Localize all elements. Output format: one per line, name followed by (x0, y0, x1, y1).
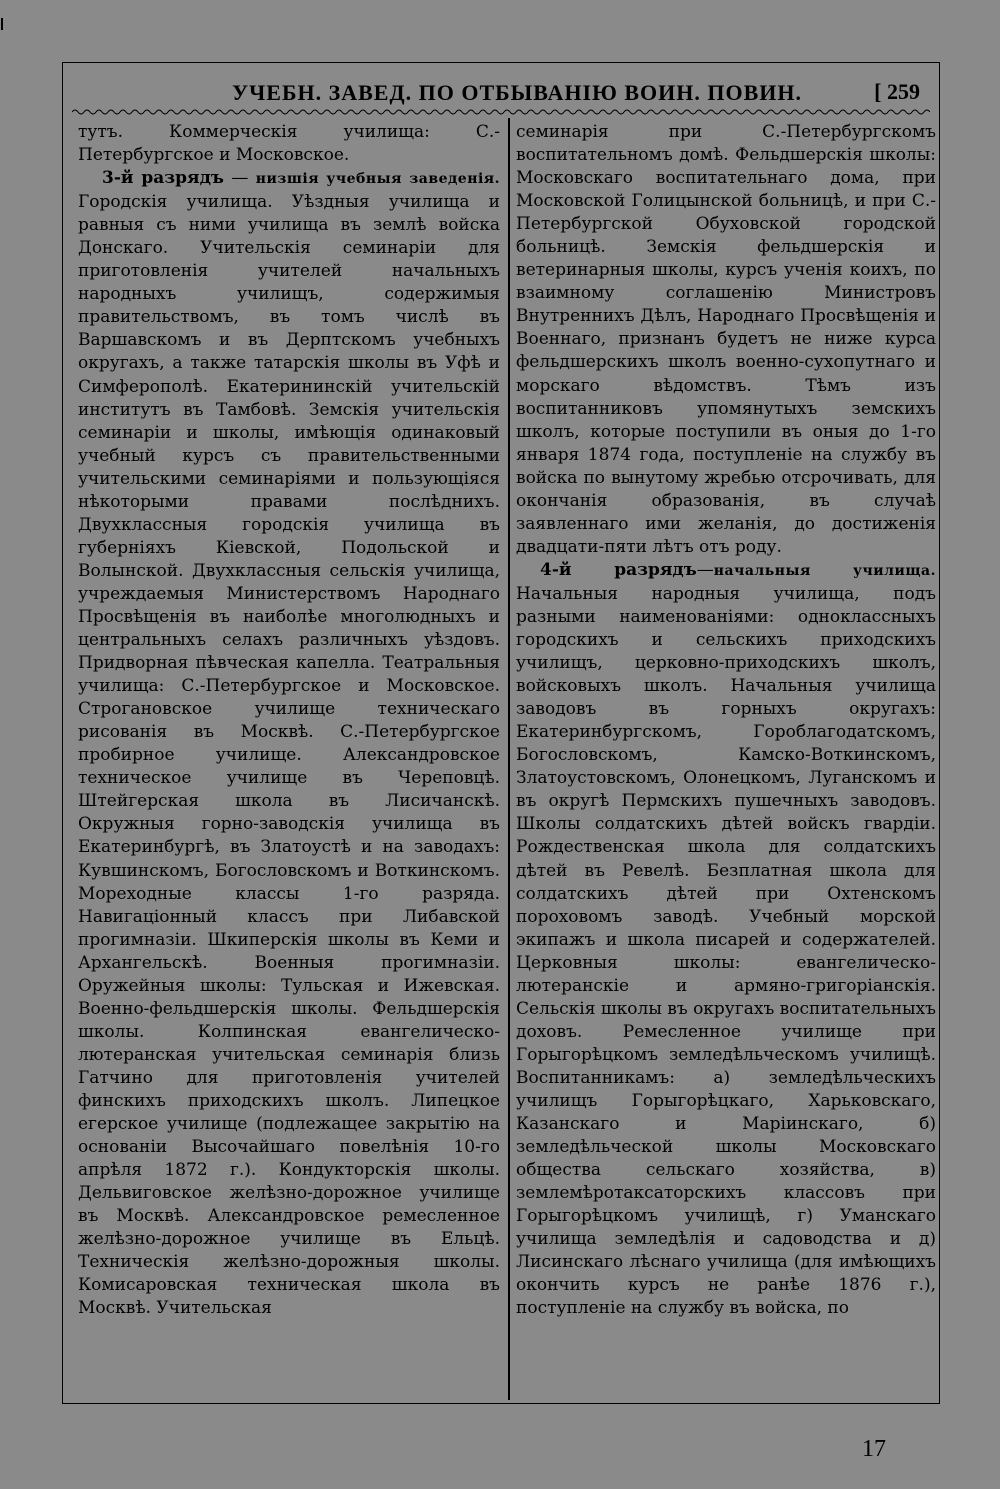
category-text: Городскія училища. Уѣздныя училища и равныя съ ними училища въ землѣ войска Донскаго. Учительскія семинаріи для приготовленія учителей начальныхъ народныхъ училищъ, содержимыя правительствомъ, въ томъ числѣ въ Варшавскомъ и въ Дерптскомъ учебныхъ округахъ, а также татарскія школы въ Уфѣ и Симферополѣ. Екатерининскій учительскій институтъ въ Тамбовѣ. Земскія учительскія семинаріи и школы, имѣющія одинаковый учебный курсъ съ правительственными учительскими семинаріями и пользующіяся нѣкоторыми правами послѣднихъ. Двухклассныя городскія училища въ губерніяхъ Кіевской, Подольской и Волынской. Двухклассныя сельскія училища, учреждаемыя Министерствомъ Народнаго Просвѣщенія въ наиболѣе многолюдныхъ и центральныхъ селахъ различныхъ уѣздовъ. Придворная пѣвческая капелла. Театральныя училища: С.-Петербургское и Московское. Строгановское училище техническаго рисованія въ Москвѣ. С.-Петербургское пробирное училище. Александровское техническое училище въ Череповцѣ. Штейгерская школа въ Лисичанскѣ. Окружныя горно-заводскія училища въ Екатеринбургѣ, въ Златоустѣ и на заводахъ: Кувшинскомъ, Богословскомъ и Воткинскомъ. Мореходные классы 1-го разряда. Навигаціонный классъ при Либавской прогимназіи. Шкиперскія школы въ Кеми и Архангельскѣ. Военныя прогимназіи. Оружейныя школы: Тульская и Ижевская. Военно-фельдшерскія школы. Фельдшерскія школы. Колпинская евангелическо-лютеранская учительская семинарія близь Гатчино для приготовленія учителей финскихъ приходскихъ школъ. Липецкое егерское училище (подлежащее закрытію на основаніи Высочайшаго повелѣнія 10-го апрѣля 1872 г.). Кондукторскія школы. Дельвиговское желѣзно-дорожное училище въ Москвѣ. Александровское ремесленное желѣзно-дорожное училище въ Ельцѣ. Техническія желѣзно-дорожныя школы. Комисаровская техническая школа въ Москвѣ. Учительская (78, 192, 500, 1319)
left-column (78, 121, 500, 1401)
category-caption: низшія учебныя заведенія. (255, 171, 500, 188)
category-dash: — (223, 168, 256, 189)
category-label: 4-й разрядъ (540, 559, 697, 580)
scan-edge-mark (1, 18, 3, 30)
category-text: Начальныя народныя училища, подъ разными наименованіями: одноклассныхъ городскихъ и сельскихъ приходскихъ училищъ, церковно-приходскихъ школъ, войсковыхъ школъ. Начальныя училища заводовъ въ горныхъ округахъ: Екатеринбургскомъ, Гороблагодатскомъ, Богословскомъ, Камско-Воткинскомъ, Златоустовскомъ, Олонецкомъ, Луганскомъ и въ округѣ Пермскихъ пушечныхъ заводовъ. Школы солдатскихъ дѣтей войскъ гвардіи. Рождественская школа для солдатскихъ дѣтей въ Ревелѣ. Безплатная школа для солдатскихъ дѣтей при Охтенскомъ пороховомъ заводѣ. Учебный морской экипажъ и школа писарей и содержателей. Церковныя школы: евангелическо-лютеранскіе и армяно-григоріанскія. Сельскія школы въ округахъ воспитательныхъ доховъ. Ремесленное училище при Горыгорѣцкомъ земледѣльческомъ училищѣ. Воспитанникамъ: а) земледѣльческихъ училищъ Горыгорѣцкаго, Харьковскаго, Казанскаго и Маріинскаго, б) земледѣльческой школы Московскаго общества сельскаго хозяйства, в) землемѣротаксаторскихъ классовъ при Горыгорѣцкомъ училищѣ, г) Уманскаго училища земледѣлія и садоводства и д) Лисинскаго лѣснаго училища (для имѣющихъ окончить курсъ не ранѣе 1876 г.), поступленіе на службу въ войска, по (516, 583, 936, 1319)
paragraph-third-category (78, 167, 500, 1320)
page-number: [ 259 (874, 79, 920, 104)
running-head: УЧЕБН. ЗАВЕД. ПО ОТБЫВАНІЮ ВОИН. ПОВИН. (232, 80, 803, 105)
paragraph-commercial-schools: тутъ. Коммерческія училища: С.-Петербургское и Московское. (78, 122, 500, 166)
category-label: 3-й разрядъ (102, 168, 224, 189)
category-dash: — (696, 559, 714, 580)
page-header (72, 78, 930, 110)
column-divider (508, 118, 510, 1400)
paragraph-seminary-continuation: семинарія при С.-Петербургскомъ воспитательномъ домѣ. Фельдшерскія школы: Московскаго воспитательнаго дома, при Московской Голицынской больницѣ, и при С.-Петербургской Обуховской городской больницѣ. Земскія фельдшерскія и ветеринарныя школы, курсъ ученія коихъ, по взаимному соглашенію Министровъ Внутреннихъ Дѣлъ, Народнаго Просвѣщенія и Военнаго, признанъ будетъ не ниже курса фельдшерскихъ школъ военно-сухопутнаго и морскаго вѣдомствъ. Тѣмъ изъ воспитанниковъ упомянутыхъ земскихъ школъ, которые поступили въ оныя до 1-го января 1874 года, поступленіе на службу въ войска по вынутому жребью отсрочивать, для окончанія образованія, въ случаѣ заявленнаго ими желанія, до достиженія двадцати-пяти лѣтъ отъ роду. (516, 122, 936, 557)
category-caption: начальныя училища. (713, 562, 936, 579)
right-column (516, 121, 936, 1401)
signature-mark: 17 (862, 1436, 886, 1462)
header-wavy-rule (72, 107, 930, 117)
paragraph-fourth-category (516, 559, 936, 1321)
